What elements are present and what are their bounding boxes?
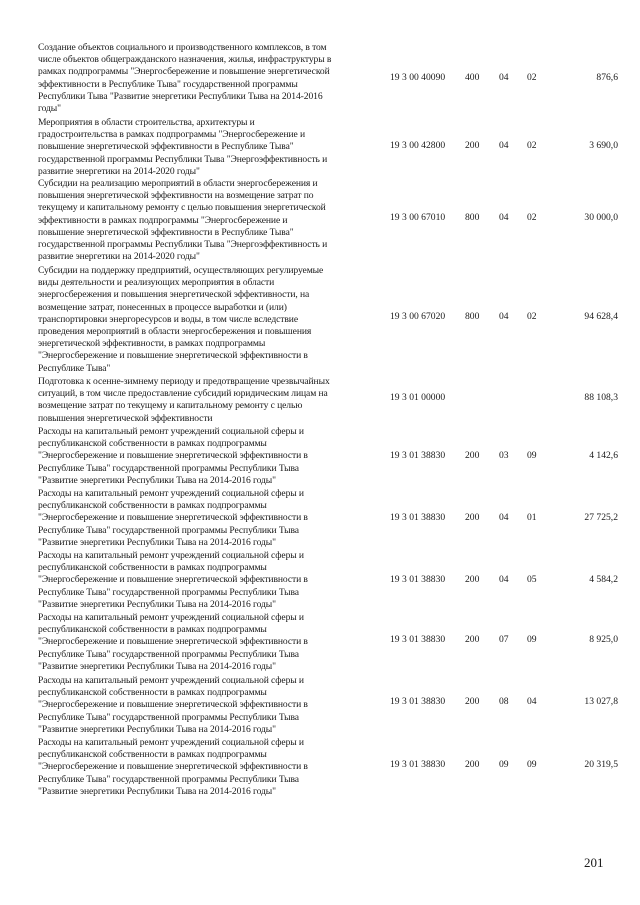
page-number: 201 bbox=[584, 855, 604, 870]
row-description: Расходы на капитальный ремонт учреждений социальной сферы и республиканской собственности в рамках подпрограммы "Энергосбережение и повышение энергетической эффективности в Республике Тыва" государственной программы Республики Тыва "Развитие энергетики Республики Тыва на 2014-2016 годы" bbox=[38, 612, 308, 672]
section-code: 08 bbox=[499, 696, 509, 707]
amount: 8 925,0 bbox=[589, 634, 618, 645]
row-description: Расходы на капитальный ремонт учреждений социальной сферы и республиканской собственности в рамках подпрограммы "Энергосбережение и повышение энергетической эффективности в Республике Тыва" государственной программы Республики Тыва "Развитие энергетики Республики Тыва на 2014-2016 годы" bbox=[38, 550, 308, 610]
amount: 3 690,0 bbox=[589, 140, 618, 151]
expense-type-code: 800 bbox=[465, 212, 480, 223]
expense-type-code: 800 bbox=[465, 311, 480, 322]
expense-type-code: 200 bbox=[465, 759, 480, 770]
target-article-code: 19 3 01 00000 bbox=[390, 392, 446, 403]
amount: 4 142,6 bbox=[589, 450, 618, 461]
target-article-code: 19 3 00 42800 bbox=[390, 140, 446, 151]
subsection-code: 02 bbox=[527, 72, 537, 83]
subsection-code: 09 bbox=[527, 634, 537, 645]
expense-type-code: 200 bbox=[465, 574, 480, 585]
section-code: 04 bbox=[499, 512, 509, 523]
row-description: Подготовка к осенне-зимнему периоду и предотвращение чрезвычайных ситуаций, в том числе предоставление субсидий юридическим лицам на возмещение затрат по текущему и капитальному ремонту с целью повышения энергетической эффективности bbox=[38, 376, 330, 424]
subsection-code: 09 bbox=[527, 759, 537, 770]
subsection-code: 05 bbox=[527, 574, 537, 585]
expense-type-code: 200 bbox=[465, 634, 480, 645]
row-description: Субсидии на поддержку предприятий, осуществляющих регулируемые виды деятельности и реализующих мероприятия в области энергосбережения и повышения энергетической эффективности, на возмещение затрат, понесенных в процессе выработки и (или) транспортировки энергоресурсов и воды, в том числе вследствие проведения мероприятий в области энергосбережения и повышения энергетической эффективности, в рамках подпрограммы "Энергосбережение и повышение энергетической эффективности в Республике Тыва" bbox=[38, 265, 324, 374]
row-description: Мероприятия в области строительства, архитектуры и градостроительства в рамках подпрограммы "Энергосбережение и повышение энергетической эффективности в Республике Тыва" государственной программы Республики Тыва "Энергоэффективность и развитие энергетики на 2014-2020 годы" bbox=[38, 117, 328, 177]
target-article-code: 19 3 01 38830 bbox=[390, 450, 446, 461]
target-article-code: 19 3 01 38830 bbox=[390, 574, 446, 585]
section-code: 07 bbox=[499, 634, 509, 645]
target-article-code: 19 3 01 38830 bbox=[390, 512, 446, 523]
subsection-code: 01 bbox=[527, 512, 537, 523]
row-description: Субсидии на реализацию мероприятий в области энергосбережения и повышения энергетической эффективности на возмещение затрат по текущему и капитальному ремонту с целью повышения энергетической эффективности в рамках подпрограммы "Энергосбережение и повышение энергетической эффективности в Республике Тыва" государственной программы Республики Тыва "Энергоэффективность и развитие энергетики на 2014-2020 годы" bbox=[38, 178, 328, 263]
amount: 27 725,2 bbox=[584, 512, 618, 523]
amount: 88 108,3 bbox=[584, 392, 618, 403]
expense-type-code: 400 bbox=[465, 72, 480, 83]
subsection-code: 04 bbox=[527, 696, 537, 707]
section-code: 09 bbox=[499, 759, 509, 770]
section-code: 04 bbox=[499, 212, 509, 223]
row-description: Создание объектов социального и производственного комплексов, в том числе объектов общегражданского назначения, жилья, инфраструктуры в рамках подпрограммы "Энергосбережение и повышение энергетической эффективности в Республике Тыва" государственной программы Республики Тыва "Развитие энергетики Республики Тыва на 2014-2016 годы" bbox=[38, 42, 332, 115]
target-article-code: 19 3 01 38830 bbox=[390, 759, 446, 770]
subsection-code: 02 bbox=[527, 212, 537, 223]
section-code: 04 bbox=[499, 311, 509, 322]
section-code: 04 bbox=[499, 140, 509, 151]
expense-type-code: 200 bbox=[465, 140, 480, 151]
section-code: 03 bbox=[499, 450, 509, 461]
expense-type-code: 200 bbox=[465, 450, 480, 461]
amount: 876,6 bbox=[596, 72, 618, 83]
target-article-code: 19 3 01 38830 bbox=[390, 634, 446, 645]
section-code: 04 bbox=[499, 72, 509, 83]
row-description: Расходы на капитальный ремонт учреждений социальной сферы и республиканской собственности в рамках подпрограммы "Энергосбережение и повышение энергетической эффективности в Республике Тыва" государственной программы Республики Тыва "Развитие энергетики Республики Тыва на 2014-2016 годы" bbox=[38, 426, 308, 486]
section-code: 04 bbox=[499, 574, 509, 585]
expense-type-code: 200 bbox=[465, 696, 480, 707]
target-article-code: 19 3 00 67010 bbox=[390, 212, 446, 223]
amount: 13 027,8 bbox=[584, 696, 618, 707]
expense-type-code: 200 bbox=[465, 512, 480, 523]
row-description: Расходы на капитальный ремонт учреждений социальной сферы и республиканской собственности в рамках подпрограммы "Энергосбережение и повышение энергетической эффективности в Республике Тыва" государственной программы Республики Тыва "Развитие энергетики Республики Тыва на 2014-2016 годы" bbox=[38, 488, 308, 548]
target-article-code: 19 3 00 40090 bbox=[390, 72, 446, 83]
amount: 4 584,2 bbox=[589, 574, 618, 585]
subsection-code: 02 bbox=[527, 140, 537, 151]
row-description: Расходы на капитальный ремонт учреждений социальной сферы и республиканской собственности в рамках подпрограммы "Энергосбережение и повышение энергетической эффективности в Республике Тыва" государственной программы Республики Тыва "Развитие энергетики Республики Тыва на 2014-2016 годы" bbox=[38, 675, 308, 735]
amount: 30 000,0 bbox=[584, 212, 618, 223]
target-article-code: 19 3 00 67020 bbox=[390, 311, 446, 322]
subsection-code: 02 bbox=[527, 311, 537, 322]
target-article-code: 19 3 01 38830 bbox=[390, 696, 446, 707]
subsection-code: 09 bbox=[527, 450, 537, 461]
row-description: Расходы на капитальный ремонт учреждений социальной сферы и республиканской собственности в рамках подпрограммы "Энергосбережение и повышение энергетической эффективности в Республике Тыва" государственной программы Республики Тыва "Развитие энергетики Республики Тыва на 2014-2016 годы" bbox=[38, 737, 308, 797]
amount: 20 319,5 bbox=[584, 759, 618, 770]
amount: 94 628,4 bbox=[584, 311, 618, 322]
